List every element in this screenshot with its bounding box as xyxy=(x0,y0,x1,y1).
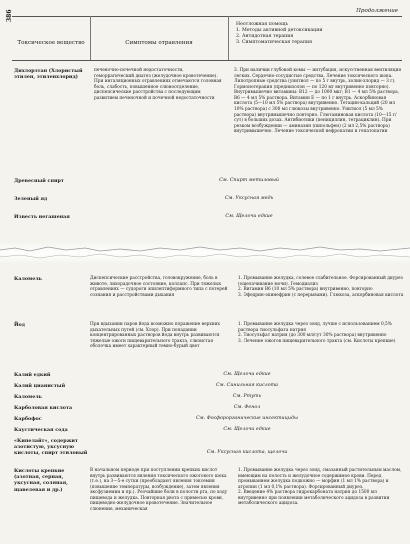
ref-carbolic-acid: См. Фенол xyxy=(233,405,261,410)
ref-green-poison: См. Уксусная медь xyxy=(224,196,274,201)
continuation-label: Продолжение xyxy=(356,8,398,14)
substance-potassium-cyanide: Калий цианистый xyxy=(14,383,66,389)
substance-caustic-soda: Каустическая сода xyxy=(14,427,68,433)
column-divider-2 xyxy=(228,16,229,60)
substance-quicklime: Известь негашеная xyxy=(14,214,70,220)
header-substance: Токсическое вещество xyxy=(17,40,85,46)
header-symptoms: Симптомы отравления xyxy=(125,40,193,46)
substance-calomel: Каломель xyxy=(14,276,42,282)
ref-calomel: См. Ртуть xyxy=(232,394,262,399)
ref-kipelait: См. Уксусная кислота, щелочи xyxy=(206,450,288,455)
substance-wood-spirit: Древесный спирт xyxy=(14,178,64,184)
ref-caustic-potash: См. Щелочи едкие xyxy=(223,372,271,377)
ref-potassium-cyanide: См. Синильная кислота xyxy=(215,383,279,388)
aid-iodine: 1. Промывание желудка через зонд, лучше с использованием 0,5% раствора тиосульфата натрия 2. Тиосульфат натрия (до 300 мл/сут 30% раствора) внутривенно 3. Лечение ожогов пищеварительного тракта (см. Кислоты крепкие) xyxy=(238,322,396,344)
substance-caustic-potash: Калий едкий xyxy=(14,372,51,378)
symptoms-calomel: Диспепсические расстройства, головокружение, боль в животе, лихорадочное состояние, коллапс. При тяжелых отравлениях — судороги эпилептиформного типа с потерей сознания и расстройствами дыхания xyxy=(90,276,228,298)
ref-wood-spirit: См. Спирт метиловый xyxy=(219,178,279,183)
page-number: 386 xyxy=(6,9,13,22)
header-aid: Неотложная помощь 1. Методы активной детоксикации 2. Антидотная терапия 3. Симптоматическая терапия xyxy=(236,22,323,46)
header-bottom-rule xyxy=(12,60,402,61)
substance-carbolic-acid: Карболовая кислота xyxy=(14,405,73,411)
column-divider-1 xyxy=(90,16,91,60)
substance-karbofos: Карбофос xyxy=(14,416,42,422)
header-top-rule xyxy=(12,16,402,17)
substance-dichloroethane: Дихлорэтан (Хлористый этилен, этиленхлорид) xyxy=(14,68,83,81)
ref-caustic-soda: См. Щелочи едкие xyxy=(223,427,271,432)
substance-calomel-ref: Каломель xyxy=(14,394,42,400)
substance-iodine: Йод xyxy=(14,322,25,328)
ref-quicklime: См. Щелочи едкие xyxy=(225,214,273,219)
substance-green-poison: Зеленый яд xyxy=(14,196,48,202)
page-tear-separator xyxy=(0,242,410,264)
substance-kipelait: «Кипелайт», содержит азотистую, уксусную кислоты, спирт этиловый xyxy=(14,438,88,457)
aid-calomel: 1. Промывание желудка, солевое слабительное. Форсированный диурез (ощелачивание мочи). Гемодиализ 2. Витамин B6 (10 мл 5% раствора) внутривенно, повторно 3. Эфедрин-эпинефрин (с перерывами). Глюкоза, аскорбиновая кислота xyxy=(238,276,404,298)
symptoms-dichloroethane: печеночно-почечной недостаточности, геморрагический диатез (желудочное кровотечение). При ингаляционных отравлениях отмечаются головная боль, слабость, повышенное слюноотделение, диспепсические расстройства с последующим развитием печеночной и почечной недостаточности xyxy=(94,68,222,101)
substance-strong-acids: Кислоты крепкие (азотная, серная, уксусная, соляная, щавелевая и др.) xyxy=(14,468,68,493)
tear-edge-graphic xyxy=(0,242,410,264)
ref-karbofos: См. Фосфорорганические инсектициды xyxy=(196,416,298,421)
symptoms-iodine: При вдыхании паров йода возможно поражение верхних дыхательных путей (см. Хлор). При попадании концентрированных растворов йода внутрь развиваются тяжелые ожоги пищеварительного тракта, слизистая оболочка имеет характерный темно-бурый цвет xyxy=(90,322,220,350)
aid-strong-acids: 1. Промывание желудка через зонд, смазанный растительным маслом, имеющим на полость и желудочное содержимое крови. Перед промыванием желудка подкожно — морфин (1 мл 1% раствора) и атропин (1 мл 0,1% раствора). Форсированный диурез. 2. Введение 4% раствора гидрокарбоната натрия до 1500 мл внутривенно при появлении метаболического ацидоза в развитии метаболического ацидоза. xyxy=(238,468,402,507)
symptoms-strong-acids: В начальном периоде при поступлении крепких кислот внутрь развиваются явления токсического ожогового шока (т.е.), на 3—5-е сутки (преобладают явления токсемии (повышение температуры, возбуждение), затем явления эксфузиемии и пр.). Резчайшие боли в полости рта, по ходу пищевода и желудка. Повторная рвота с примесью крови, пищеводно-желудочное кровотечение. Значительное слюнение, механическая xyxy=(90,468,228,513)
aid-dichloroethane: 3. При наличии глубокой комы — интубация, искусственная вентиляция легких. Сердечно-сосудистые средства. Лечение токсического шока. Липотропные средства (унитиол — по 5 г внутрь, холин-хлорид — 3 г). Гормонотерапия (преднизолон — по 120 мг внутривенно повторно). Внутримышечно витамины: B12 — до 1000 мкг; B1 — 4 мл 5% раствора, B6 — 4 мл 5% раствора. Витамин E — по 1 г внутрь. Аскорбиновая кислота (5—10 мл 5% раствора) внутривенно. Тетацин-кальций (20 мл 10% раствора) с 300 мл глюкозы внутривенно. Унитиол (5 мл 5% раствора) внутримышечно повторно. Глютаминовая кислота (10—15 г/сут) в больших дозах. Антибиотики (пенициллин, тетрациклин). При резком возбуждении — аминазин (пипольфен) (2 мл 2,5% раствора) внутримышечно. Лечение токсической нефропатии и гепатопатии xyxy=(234,68,402,135)
